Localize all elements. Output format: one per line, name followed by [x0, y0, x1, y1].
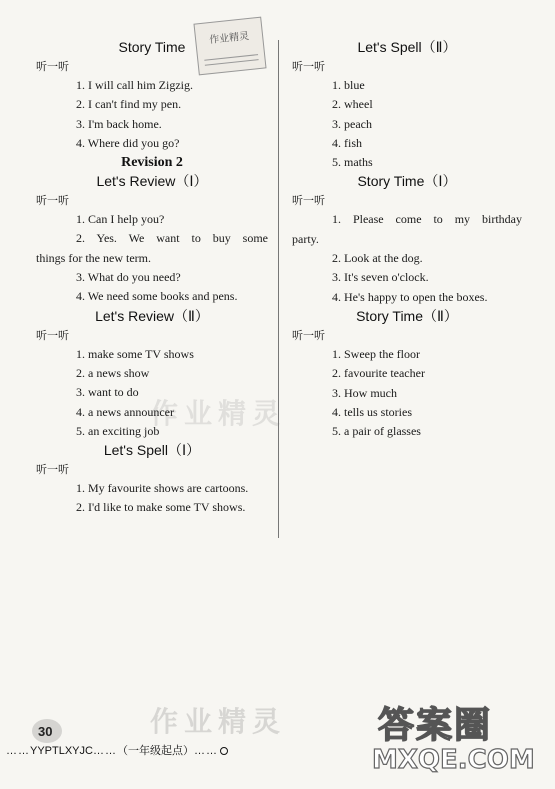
list-item: 3. peach [332, 116, 372, 131]
list-item: 2. wheel [332, 97, 373, 112]
list-item: 4. fish [332, 135, 362, 150]
list-item: 3. How much [332, 385, 397, 400]
list-item: 3. I'm back home. [76, 116, 162, 131]
listen-label: 听一听 [292, 328, 325, 342]
page-footer [6, 742, 276, 758]
right-column [292, 38, 522, 441]
footer-dots: …… [92, 745, 117, 757]
list-item: 2. a news show [76, 365, 150, 380]
page-number: 30 [38, 724, 53, 739]
list-item: 1. make some TV shows [76, 346, 194, 361]
listen-label: 听一听 [36, 194, 69, 208]
watermark-mid: 作业精灵 [150, 397, 287, 430]
listen-label: 听一听 [36, 463, 69, 477]
section-title-spell-1: Let's Spell（Ⅰ） [103, 442, 201, 459]
list-item: 2. favourite teacher [332, 366, 425, 381]
listen-label: 听一听 [292, 60, 325, 73]
site-logo-url: MXQE.COM [372, 745, 535, 775]
section-title-review-1: Let's Review（Ⅰ） [96, 173, 208, 190]
list-item: 3. want to do [76, 385, 139, 400]
list-item: 4. a news announcer [76, 404, 174, 419]
list-item: 5. an exciting job [76, 423, 160, 438]
section-title-review-2: Let's Review（Ⅱ） [95, 307, 209, 324]
stamp-text: 作业精灵 [208, 30, 250, 47]
footer-code: YYPTLXYJC [30, 745, 93, 757]
section-title-story-time: Story Time [118, 39, 186, 55]
list-item: 1. Sweep the floor [332, 346, 420, 361]
section-title-spell-2: Let's Spell（Ⅱ） [357, 39, 457, 55]
list-item: 4. We need some books and pens. [76, 289, 238, 304]
list-item: 5. a pair of glasses [332, 424, 421, 439]
list-item: 4. Where did you go? [76, 135, 180, 150]
list-item: 2. Look at the dog. [332, 251, 423, 266]
list-item: 1. I will call him Zigzig. [76, 78, 193, 92]
list-item: 3. What do you need? [76, 270, 181, 285]
section-title-story-time-2: Story Time（Ⅱ） [356, 307, 458, 324]
footer-grade: （一年级起点） [116, 745, 194, 757]
revision-title: Revision 2 [121, 155, 183, 171]
list-item: 1. Can I help you? [76, 212, 165, 227]
list-item: 4. He's happy to open the boxes. [332, 289, 488, 304]
left-column [36, 38, 268, 518]
footer-end-circle-icon [220, 747, 228, 755]
list-item: 1. Please come to my birthday [332, 212, 522, 227]
list-item: 3. It's seven o'clock. [332, 270, 429, 285]
column-divider [278, 40, 279, 538]
listen-label: 听一听 [36, 328, 69, 342]
list-item: 1. My favourite shows are cartoons. [76, 481, 249, 496]
section-title-story-time-1: Story Time（Ⅰ） [357, 173, 457, 190]
footer-dots: …… [6, 745, 30, 757]
list-item-continuation: party. [292, 231, 319, 246]
watermark-bottom: 作业精灵 [150, 705, 287, 738]
list-item: 5. maths [332, 155, 373, 170]
list-item: 2. I can't find my pen. [76, 97, 182, 112]
listen-label: 听一听 [292, 194, 325, 208]
list-item: 1. blue [332, 78, 365, 92]
list-item: 2. Yes. We want to buy some [76, 231, 268, 246]
list-item: 4. tells us stories [332, 404, 412, 419]
footer-dots: …… [193, 745, 218, 757]
list-item-continuation: things for the new term. [36, 250, 151, 265]
list-item: 2. I'd like to make some TV shows. [76, 500, 246, 515]
listen-label: 听一听 [36, 60, 69, 73]
site-logo-text: 答案圈 [378, 705, 493, 746]
